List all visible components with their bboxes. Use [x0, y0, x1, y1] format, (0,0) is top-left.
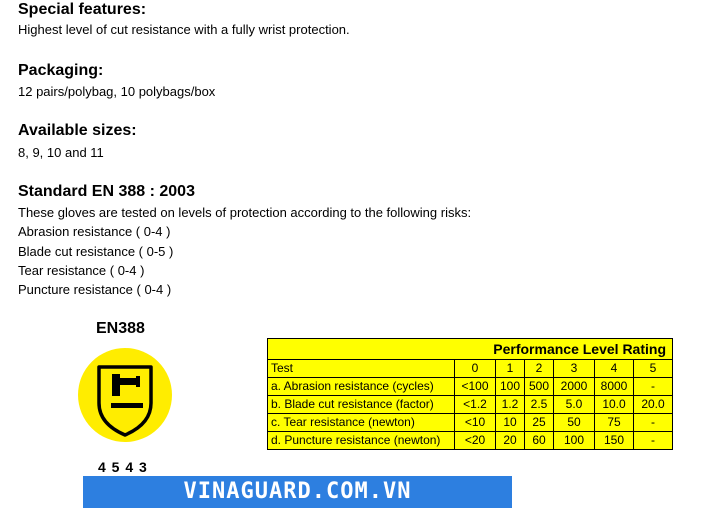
table-row — [268, 378, 673, 396]
table-cell: 5.0 — [554, 396, 595, 414]
table-cell: b. Blade cut resistance (factor) — [268, 396, 455, 414]
standard-intro: These gloves are tested on levels of protection according to the following risks: — [18, 205, 472, 220]
table-cell: 2.5 — [525, 396, 554, 414]
table-cell: - — [634, 432, 673, 450]
table-row — [268, 396, 673, 414]
header-cell: 5 — [634, 360, 673, 378]
table-header-row — [268, 360, 673, 378]
en388-code: 4 5 4 3 — [98, 459, 148, 475]
en388-title: EN388 — [96, 320, 145, 337]
table-title: Performance Level Rating — [268, 339, 673, 360]
header-cell: 4 — [595, 360, 634, 378]
table-cell: 20 — [496, 432, 525, 450]
table-cell: 60 — [525, 432, 554, 450]
packaging-text: 12 pairs/polybag, 10 polybags/box — [18, 84, 216, 99]
table-cell: 10 — [496, 414, 525, 432]
table-row — [268, 414, 673, 432]
header-cell: 3 — [554, 360, 595, 378]
table-title-row — [268, 339, 673, 360]
table-cell: 20.0 — [634, 396, 673, 414]
table-cell: - — [634, 378, 673, 396]
risk-abrasion: Abrasion resistance ( 0-4 ) — [18, 224, 171, 239]
packaging-heading: Packaging: — [18, 62, 104, 79]
table-cell: 8000 — [595, 378, 634, 396]
table-cell: 100 — [554, 432, 595, 450]
risk-tear: Tear resistance ( 0-4 ) — [18, 263, 145, 278]
table-cell: 50 — [554, 414, 595, 432]
table-cell: 10.0 — [595, 396, 634, 414]
table-cell: <100 — [455, 378, 496, 396]
table-cell: 75 — [595, 414, 634, 432]
header-cell: 1 — [496, 360, 525, 378]
table-cell: 150 — [595, 432, 634, 450]
performance-table — [267, 338, 673, 450]
special-features-heading: Special features: — [18, 1, 147, 18]
header-cell: 0 — [455, 360, 496, 378]
special-features-text: Highest level of cut resistance with a fully wrist protection. — [18, 22, 350, 37]
table-cell: a. Abrasion resistance (cycles) — [268, 378, 455, 396]
standard-heading: Standard EN 388 : 2003 — [18, 183, 195, 200]
table-cell: <10 — [455, 414, 496, 432]
table-cell: - — [634, 414, 673, 432]
table-cell: 1.2 — [496, 396, 525, 414]
table-cell: 100 — [496, 378, 525, 396]
table-cell: <20 — [455, 432, 496, 450]
table-cell: c. Tear resistance (newton) — [268, 414, 455, 432]
header-cell: 2 — [525, 360, 554, 378]
risk-puncture: Puncture resistance ( 0-4 ) — [18, 282, 172, 297]
table-cell: <1.2 — [455, 396, 496, 414]
table-cell: 2000 — [554, 378, 595, 396]
risk-blade-cut: Blade cut resistance ( 0-5 ) — [18, 244, 174, 259]
sizes-heading: Available sizes: — [18, 122, 137, 139]
mechanical-hazard-shield-icon — [77, 347, 173, 443]
table-cell: 25 — [525, 414, 554, 432]
table-cell: d. Puncture resistance (newton) — [268, 432, 455, 450]
header-cell: Test — [268, 360, 455, 378]
vinaguard-banner[interactable]: VINAGUARD.COM.VN — [83, 476, 512, 508]
table-cell: 500 — [525, 378, 554, 396]
sizes-text: 8, 9, 10 and 11 — [18, 145, 104, 160]
table-row — [268, 432, 673, 450]
